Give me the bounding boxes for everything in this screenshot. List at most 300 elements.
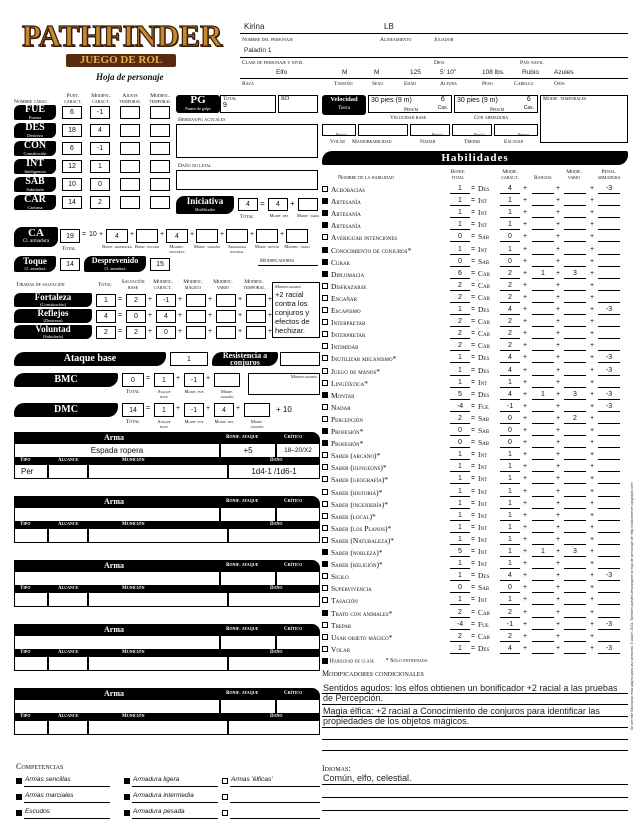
skill-armor-penalty[interactable] bbox=[598, 608, 620, 618]
skill-misc[interactable] bbox=[564, 257, 586, 267]
class-skill-checkbox[interactable] bbox=[322, 404, 328, 410]
skill-ability-mod[interactable]: -1 bbox=[500, 620, 520, 630]
weapon-attack[interactable] bbox=[220, 699, 276, 714]
speed-armor[interactable]: 30 pies (9 m) bbox=[457, 97, 498, 104]
ability-modifier[interactable]: 2 bbox=[90, 196, 110, 209]
skill-ranks[interactable] bbox=[532, 257, 554, 267]
save-magic-mod[interactable] bbox=[186, 326, 206, 339]
skill-armor-penalty[interactable] bbox=[598, 462, 620, 472]
dr-box[interactable]: RD bbox=[278, 95, 318, 113]
skill-armor-penalty[interactable] bbox=[598, 196, 620, 206]
skill-ranks[interactable] bbox=[532, 523, 554, 533]
initiative-total[interactable]: 4 bbox=[238, 198, 258, 211]
cmd-size[interactable] bbox=[244, 403, 270, 417]
class-skill-checkbox[interactable] bbox=[322, 234, 328, 240]
skill-armor-penalty[interactable] bbox=[598, 487, 620, 497]
conditional-line-2[interactable]: Magia élfica: +2 racial a Conocimiento de conjuros para identificar las propiedades de los objetos mágicos. bbox=[323, 706, 600, 726]
skill-ranks[interactable] bbox=[532, 414, 554, 424]
skill-misc[interactable] bbox=[564, 305, 586, 315]
ac-shield[interactable] bbox=[136, 229, 158, 243]
ac-total[interactable]: 19 bbox=[60, 229, 80, 243]
proficiency-checkbox[interactable] bbox=[16, 810, 22, 816]
skill-armor-penalty[interactable] bbox=[598, 220, 620, 230]
proficiency-checkbox[interactable] bbox=[124, 810, 130, 816]
skill-misc[interactable] bbox=[564, 644, 586, 654]
cmd-str[interactable]: -1 bbox=[184, 403, 204, 417]
skill-armor-penalty[interactable] bbox=[598, 511, 620, 521]
ability-modifier[interactable]: 0 bbox=[90, 178, 110, 191]
class-skill-checkbox[interactable] bbox=[322, 428, 328, 434]
skill-total[interactable]: 1 bbox=[450, 535, 470, 545]
skill-armor-penalty[interactable]: -3 bbox=[598, 571, 620, 581]
skill-ability-mod[interactable]: 1 bbox=[500, 474, 520, 484]
speed-base[interactable]: 30 pies (9 m) bbox=[371, 97, 412, 104]
speed-maneuver-box[interactable] bbox=[358, 124, 408, 136]
skill-ranks[interactable] bbox=[532, 305, 554, 315]
weapon-damage[interactable] bbox=[228, 592, 320, 607]
skill-ability-mod[interactable]: 2 bbox=[500, 281, 520, 291]
skill-ability-mod[interactable]: 1 bbox=[500, 378, 520, 388]
skill-misc[interactable] bbox=[564, 535, 586, 545]
skill-ranks[interactable] bbox=[532, 426, 554, 436]
class-skill-checkbox[interactable] bbox=[322, 622, 328, 628]
skill-ranks[interactable] bbox=[532, 220, 554, 230]
bab-value[interactable]: 1 bbox=[170, 352, 208, 366]
skill-total[interactable]: 6 bbox=[450, 269, 470, 279]
cmb-str[interactable]: -1 bbox=[184, 373, 204, 387]
skill-total[interactable]: 2 bbox=[450, 317, 470, 327]
skill-misc[interactable] bbox=[564, 232, 586, 242]
skill-ability-mod[interactable]: 1 bbox=[500, 462, 520, 472]
save-base[interactable]: 2 bbox=[126, 326, 146, 339]
skill-armor-penalty[interactable] bbox=[598, 293, 620, 303]
initiative-dex[interactable]: 4 bbox=[268, 198, 288, 211]
skill-total[interactable]: 1 bbox=[450, 487, 470, 497]
skill-armor-penalty[interactable] bbox=[598, 547, 620, 557]
save-temp-mod[interactable] bbox=[246, 310, 266, 323]
skill-total[interactable]: 2 bbox=[450, 632, 470, 642]
weapon-attack[interactable] bbox=[220, 507, 276, 522]
weapon-range[interactable] bbox=[48, 592, 88, 607]
skill-total[interactable]: 1 bbox=[450, 595, 470, 605]
class-skill-checkbox[interactable] bbox=[322, 368, 328, 374]
skill-ability-mod[interactable]: 0 bbox=[500, 257, 520, 267]
weapon-damage[interactable] bbox=[228, 528, 320, 543]
skill-total[interactable]: 1 bbox=[450, 559, 470, 569]
skill-total[interactable]: 1 bbox=[450, 208, 470, 218]
skill-ability-mod[interactable]: 4 bbox=[500, 305, 520, 315]
skill-armor-penalty[interactable] bbox=[598, 317, 620, 327]
weapon-name[interactable] bbox=[14, 699, 220, 714]
eyes-value[interactable]: Azules bbox=[554, 69, 574, 76]
class-skill-checkbox[interactable] bbox=[322, 343, 328, 349]
class-skill-checkbox[interactable] bbox=[322, 392, 328, 398]
skill-total[interactable]: 1 bbox=[450, 378, 470, 388]
ability-modifier[interactable]: 4 bbox=[90, 124, 110, 137]
class-skill-checkbox[interactable] bbox=[322, 452, 328, 458]
skill-ability-mod[interactable]: 2 bbox=[500, 329, 520, 339]
skill-misc[interactable] bbox=[564, 620, 586, 630]
class-skill-checkbox[interactable] bbox=[322, 380, 328, 386]
skill-armor-penalty[interactable]: -3 bbox=[598, 366, 620, 376]
skill-ability-mod[interactable]: 4 bbox=[500, 353, 520, 363]
skill-armor-penalty[interactable] bbox=[598, 632, 620, 642]
skill-ranks[interactable] bbox=[532, 620, 554, 630]
skill-misc[interactable] bbox=[564, 220, 586, 230]
skill-ability-mod[interactable]: 2 bbox=[500, 341, 520, 351]
weapon-crit[interactable] bbox=[276, 699, 320, 714]
skill-ranks[interactable] bbox=[532, 474, 554, 484]
weapon-attack[interactable] bbox=[220, 571, 276, 586]
weapon-type[interactable] bbox=[14, 656, 48, 671]
skill-misc[interactable] bbox=[564, 608, 586, 618]
class-skill-checkbox[interactable] bbox=[322, 319, 328, 325]
save-misc-mod[interactable] bbox=[216, 326, 236, 339]
class-skill-checkbox[interactable] bbox=[322, 646, 328, 652]
skill-armor-penalty[interactable] bbox=[598, 232, 620, 242]
skill-total[interactable]: 1 bbox=[450, 511, 470, 521]
skill-misc[interactable] bbox=[564, 366, 586, 376]
cmd-bab[interactable]: 1 bbox=[154, 403, 174, 417]
skill-misc[interactable] bbox=[564, 196, 586, 206]
weapon-damage[interactable] bbox=[228, 720, 320, 735]
skill-total[interactable]: 5 bbox=[450, 390, 470, 400]
conditional-line-1[interactable]: Sentidos agudos: los elfos obtienen un bonificador +2 racial a las pruebas de Percepción. bbox=[323, 683, 618, 703]
save-base[interactable]: 0 bbox=[126, 310, 146, 323]
skill-ability-mod[interactable]: 1 bbox=[500, 559, 520, 569]
weapon-ammo[interactable] bbox=[88, 528, 228, 543]
skill-total[interactable]: 2 bbox=[450, 329, 470, 339]
skill-total[interactable]: 2 bbox=[450, 341, 470, 351]
skill-ranks[interactable] bbox=[532, 583, 554, 593]
skill-total[interactable]: 1 bbox=[450, 196, 470, 206]
skill-armor-penalty[interactable] bbox=[598, 438, 620, 448]
skill-armor-penalty[interactable] bbox=[598, 414, 620, 424]
skill-misc[interactable] bbox=[564, 317, 586, 327]
class-skill-checkbox[interactable] bbox=[322, 210, 328, 216]
ac-natural[interactable] bbox=[226, 229, 248, 243]
speed-armor-box[interactable]: 30 pies (9 m) 6 Cas. bbox=[454, 95, 538, 113]
nonlethal-box[interactable] bbox=[176, 170, 318, 190]
hp-total[interactable]: 9 bbox=[223, 102, 227, 109]
skill-ability-mod[interactable]: 4 bbox=[500, 390, 520, 400]
skill-ranks[interactable]: 1 bbox=[532, 269, 554, 279]
skill-ability-mod[interactable]: 2 bbox=[500, 632, 520, 642]
skill-misc[interactable] bbox=[564, 281, 586, 291]
skill-ranks[interactable] bbox=[532, 535, 554, 545]
ac-armor[interactable]: 4 bbox=[106, 229, 128, 243]
skill-armor-penalty[interactable] bbox=[598, 535, 620, 545]
class-skill-checkbox[interactable] bbox=[322, 247, 328, 253]
ability-temp-adjust[interactable] bbox=[120, 160, 140, 173]
weapon-attack[interactable]: +5 bbox=[220, 443, 276, 458]
save-total[interactable]: 2 bbox=[96, 326, 116, 339]
weight-value[interactable]: 108 lbs. bbox=[482, 69, 505, 76]
class-skill-checkbox[interactable] bbox=[322, 307, 328, 313]
weapon-type[interactable] bbox=[14, 720, 48, 735]
skill-armor-penalty[interactable]: -3 bbox=[598, 184, 620, 194]
skill-ranks[interactable] bbox=[532, 559, 554, 569]
class-skill-checkbox[interactable] bbox=[322, 634, 328, 640]
weapon-type[interactable]: Per bbox=[14, 464, 48, 479]
cmb-bab[interactable]: 1 bbox=[154, 373, 174, 387]
skill-ranks[interactable] bbox=[532, 608, 554, 618]
skill-total[interactable]: 1 bbox=[450, 571, 470, 581]
ac-misc[interactable] bbox=[286, 229, 308, 243]
skill-total[interactable]: -4 bbox=[450, 402, 470, 412]
skill-misc[interactable] bbox=[564, 208, 586, 218]
skill-misc[interactable] bbox=[564, 571, 586, 581]
speed-temp-box[interactable]: Modif. temporales bbox=[540, 95, 628, 143]
weapon-crit[interactable] bbox=[276, 507, 320, 522]
ability-score[interactable]: 14 bbox=[62, 196, 82, 209]
skill-armor-penalty[interactable] bbox=[598, 329, 620, 339]
skill-ranks[interactable] bbox=[532, 644, 554, 654]
ability-modifier[interactable]: -1 bbox=[90, 142, 110, 155]
proficiency-checkbox[interactable] bbox=[222, 778, 228, 784]
skill-armor-penalty[interactable]: -3 bbox=[598, 620, 620, 630]
skill-ability-mod[interactable]: 4 bbox=[500, 571, 520, 581]
skill-ability-mod[interactable]: 1 bbox=[500, 499, 520, 509]
skill-ranks[interactable] bbox=[532, 341, 554, 351]
class-skill-checkbox[interactable] bbox=[322, 476, 328, 482]
skill-total[interactable]: 1 bbox=[450, 499, 470, 509]
skill-ability-mod[interactable]: 2 bbox=[500, 269, 520, 279]
skill-ranks[interactable] bbox=[532, 402, 554, 412]
skill-misc[interactable]: 3 bbox=[564, 547, 586, 557]
skill-misc[interactable] bbox=[564, 462, 586, 472]
save-ability-mod[interactable]: -1 bbox=[156, 294, 176, 307]
weapon-crit[interactable]: 18–20/X2 bbox=[276, 443, 320, 458]
skill-ranks[interactable] bbox=[532, 511, 554, 521]
class-skill-checkbox[interactable] bbox=[322, 585, 328, 591]
height-value[interactable]: 5' 10" bbox=[440, 69, 457, 76]
cmd-dex[interactable]: 4 bbox=[214, 403, 234, 417]
skill-armor-penalty[interactable]: -3 bbox=[598, 390, 620, 400]
skill-armor-penalty[interactable]: -3 bbox=[598, 353, 620, 363]
skill-misc[interactable] bbox=[564, 499, 586, 509]
save-temp-mod[interactable] bbox=[246, 326, 266, 339]
class-skill-checkbox[interactable] bbox=[322, 198, 328, 204]
skill-armor-penalty[interactable] bbox=[598, 450, 620, 460]
speed-base-box[interactable]: 30 pies (9 m) 6 Cas. bbox=[368, 95, 452, 113]
skill-ability-mod[interactable]: 4 bbox=[500, 644, 520, 654]
skill-ability-mod[interactable]: 1 bbox=[500, 245, 520, 255]
skill-misc[interactable]: 3 bbox=[564, 269, 586, 279]
skill-armor-penalty[interactable] bbox=[598, 523, 620, 533]
ability-temp-adjust[interactable] bbox=[120, 106, 140, 119]
skill-ability-mod[interactable]: 1 bbox=[500, 487, 520, 497]
skill-misc[interactable]: 2 bbox=[564, 414, 586, 424]
skill-misc[interactable] bbox=[564, 293, 586, 303]
skill-misc[interactable] bbox=[564, 329, 586, 339]
skill-misc[interactable] bbox=[564, 438, 586, 448]
hp-total-box[interactable]: Total 9 bbox=[220, 95, 276, 113]
ability-temp-modifier[interactable] bbox=[150, 178, 170, 191]
skill-total[interactable]: 2 bbox=[450, 293, 470, 303]
ability-score[interactable]: 18 bbox=[62, 124, 82, 137]
skill-armor-penalty[interactable] bbox=[598, 341, 620, 351]
proficiency-checkbox[interactable] bbox=[222, 810, 228, 816]
save-misc-mod[interactable] bbox=[216, 310, 236, 323]
skill-ability-mod[interactable]: 1 bbox=[500, 220, 520, 230]
skill-total[interactable]: 1 bbox=[450, 220, 470, 230]
save-temp-mod[interactable] bbox=[246, 294, 266, 307]
skill-ability-mod[interactable]: -1 bbox=[500, 402, 520, 412]
class-skill-checkbox[interactable] bbox=[322, 464, 328, 470]
skill-ranks[interactable] bbox=[532, 462, 554, 472]
skill-total[interactable]: 2 bbox=[450, 414, 470, 424]
skill-total[interactable]: 1 bbox=[450, 366, 470, 376]
skill-total[interactable]: 1 bbox=[450, 305, 470, 315]
skill-ranks[interactable] bbox=[532, 293, 554, 303]
skill-misc[interactable] bbox=[564, 426, 586, 436]
skill-armor-penalty[interactable] bbox=[598, 269, 620, 279]
skill-armor-penalty[interactable] bbox=[598, 595, 620, 605]
ability-temp-modifier[interactable] bbox=[150, 124, 170, 137]
skill-armor-penalty[interactable] bbox=[598, 583, 620, 593]
skill-ranks[interactable]: 1 bbox=[532, 390, 554, 400]
class-skill-checkbox[interactable] bbox=[322, 489, 328, 495]
skill-ability-mod[interactable]: 4 bbox=[500, 184, 520, 194]
class-skill-checkbox[interactable] bbox=[322, 295, 328, 301]
ability-temp-modifier[interactable] bbox=[150, 106, 170, 119]
weapon-name[interactable] bbox=[14, 635, 220, 650]
ac-size[interactable] bbox=[196, 229, 218, 243]
class-skill-checkbox[interactable] bbox=[322, 331, 328, 337]
weapon-crit[interactable] bbox=[276, 571, 320, 586]
skill-misc[interactable] bbox=[564, 595, 586, 605]
skill-ability-mod[interactable]: 1 bbox=[500, 547, 520, 557]
proficiency-checkbox[interactable] bbox=[124, 794, 130, 800]
skill-ranks[interactable] bbox=[532, 281, 554, 291]
save-magic-mod[interactable] bbox=[186, 294, 206, 307]
ability-temp-modifier[interactable] bbox=[150, 142, 170, 155]
cmb-modifiers-box[interactable]: Modificadores bbox=[248, 373, 320, 395]
skill-ranks[interactable] bbox=[532, 450, 554, 460]
skill-misc[interactable] bbox=[564, 378, 586, 388]
save-modifiers-box[interactable]: Modificadores +2 racial contra los conjuros y efectos de hechizar. bbox=[272, 282, 320, 338]
skill-misc[interactable] bbox=[564, 523, 586, 533]
weapon-range[interactable] bbox=[48, 656, 88, 671]
weapon-type[interactable] bbox=[14, 592, 48, 607]
proficiency-checkbox[interactable] bbox=[16, 778, 22, 784]
skill-armor-penalty[interactable] bbox=[598, 499, 620, 509]
cmb-size[interactable] bbox=[214, 373, 240, 387]
class-skill-checkbox[interactable] bbox=[322, 186, 328, 192]
skill-ranks[interactable] bbox=[532, 378, 554, 388]
class-level[interactable]: Paladín 1 bbox=[244, 47, 272, 54]
skill-ranks[interactable]: 1 bbox=[532, 547, 554, 557]
skill-misc[interactable] bbox=[564, 632, 586, 642]
skill-misc[interactable]: 3 bbox=[564, 390, 586, 400]
proficiency-checkbox[interactable] bbox=[222, 794, 228, 800]
skill-ranks[interactable] bbox=[532, 208, 554, 218]
class-skill-checkbox[interactable] bbox=[322, 271, 328, 277]
skill-total[interactable]: 1 bbox=[450, 462, 470, 472]
save-magic-mod[interactable] bbox=[186, 310, 206, 323]
skill-armor-penalty[interactable] bbox=[598, 378, 620, 388]
wounds-box[interactable] bbox=[176, 124, 318, 158]
class-skill-checkbox[interactable] bbox=[322, 597, 328, 603]
class-skill-checkbox[interactable] bbox=[322, 222, 328, 228]
skill-ability-mod[interactable]: 0 bbox=[500, 438, 520, 448]
skill-total[interactable]: 0 bbox=[450, 257, 470, 267]
ac-deflect[interactable] bbox=[256, 229, 278, 243]
skill-ranks[interactable] bbox=[532, 232, 554, 242]
class-skill-checkbox[interactable] bbox=[322, 259, 328, 265]
save-total[interactable]: 1 bbox=[96, 294, 116, 307]
skill-armor-penalty[interactable]: -3 bbox=[598, 402, 620, 412]
skill-ability-mod[interactable]: 1 bbox=[500, 511, 520, 521]
skill-misc[interactable] bbox=[564, 402, 586, 412]
class-skill-checkbox[interactable] bbox=[322, 610, 328, 616]
skill-total[interactable]: 0 bbox=[450, 232, 470, 242]
skill-total[interactable]: 0 bbox=[450, 438, 470, 448]
flat-footed-ac[interactable]: 15 bbox=[150, 258, 170, 271]
weapon-range[interactable] bbox=[48, 720, 88, 735]
skill-ability-mod[interactable]: 2 bbox=[500, 317, 520, 327]
ability-score[interactable]: 10 bbox=[62, 178, 82, 191]
skill-misc[interactable] bbox=[564, 487, 586, 497]
skill-misc[interactable] bbox=[564, 245, 586, 255]
skill-total[interactable]: 2 bbox=[450, 608, 470, 618]
class-skill-checkbox[interactable] bbox=[322, 355, 328, 361]
skill-ranks[interactable] bbox=[532, 329, 554, 339]
sr-value[interactable] bbox=[280, 352, 320, 366]
skill-armor-penalty[interactable] bbox=[598, 208, 620, 218]
ability-score[interactable]: 6 bbox=[62, 106, 82, 119]
ability-temp-adjust[interactable] bbox=[120, 124, 140, 137]
ability-modifier[interactable]: -1 bbox=[90, 106, 110, 119]
skill-ranks[interactable] bbox=[532, 317, 554, 327]
skill-ability-mod[interactable]: 1 bbox=[500, 208, 520, 218]
skill-total[interactable]: 1 bbox=[450, 523, 470, 533]
age-value[interactable]: 125 bbox=[410, 69, 421, 76]
skill-misc[interactable] bbox=[564, 341, 586, 351]
touch-ac[interactable]: 14 bbox=[60, 258, 80, 271]
skill-total[interactable]: 1 bbox=[450, 474, 470, 484]
ability-temp-modifier[interactable] bbox=[150, 196, 170, 209]
skill-ability-mod[interactable]: 0 bbox=[500, 414, 520, 424]
class-skill-checkbox[interactable] bbox=[322, 537, 328, 543]
proficiency-checkbox[interactable] bbox=[124, 778, 130, 784]
character-name[interactable]: Kirina bbox=[244, 22, 265, 31]
skill-misc[interactable] bbox=[564, 353, 586, 363]
race-value[interactable]: Elfo bbox=[276, 69, 288, 76]
speed-climb-box[interactable] bbox=[452, 124, 492, 136]
weapon-crit[interactable] bbox=[276, 635, 320, 650]
skill-armor-penalty[interactable] bbox=[598, 245, 620, 255]
skill-total[interactable]: 5 bbox=[450, 547, 470, 557]
skill-armor-penalty[interactable] bbox=[598, 281, 620, 291]
skill-ability-mod[interactable]: 1 bbox=[500, 523, 520, 533]
skill-armor-penalty[interactable] bbox=[598, 257, 620, 267]
skill-ability-mod[interactable]: 0 bbox=[500, 426, 520, 436]
alignment-value[interactable]: LB bbox=[384, 22, 394, 31]
weapon-damage[interactable]: 1d4-1 /1d6-1 bbox=[228, 464, 320, 479]
skill-total[interactable]: 1 bbox=[450, 184, 470, 194]
save-misc-mod[interactable] bbox=[216, 294, 236, 307]
weapon-name[interactable] bbox=[14, 571, 220, 586]
skill-ability-mod[interactable]: 1 bbox=[500, 450, 520, 460]
languages-text[interactable]: Común, elfo, celestial. bbox=[323, 773, 412, 783]
save-total[interactable]: 4 bbox=[96, 310, 116, 323]
skill-ability-mod[interactable]: 2 bbox=[500, 293, 520, 303]
skill-armor-penalty[interactable]: -3 bbox=[598, 305, 620, 315]
skill-ranks[interactable] bbox=[532, 184, 554, 194]
skill-misc[interactable] bbox=[564, 559, 586, 569]
